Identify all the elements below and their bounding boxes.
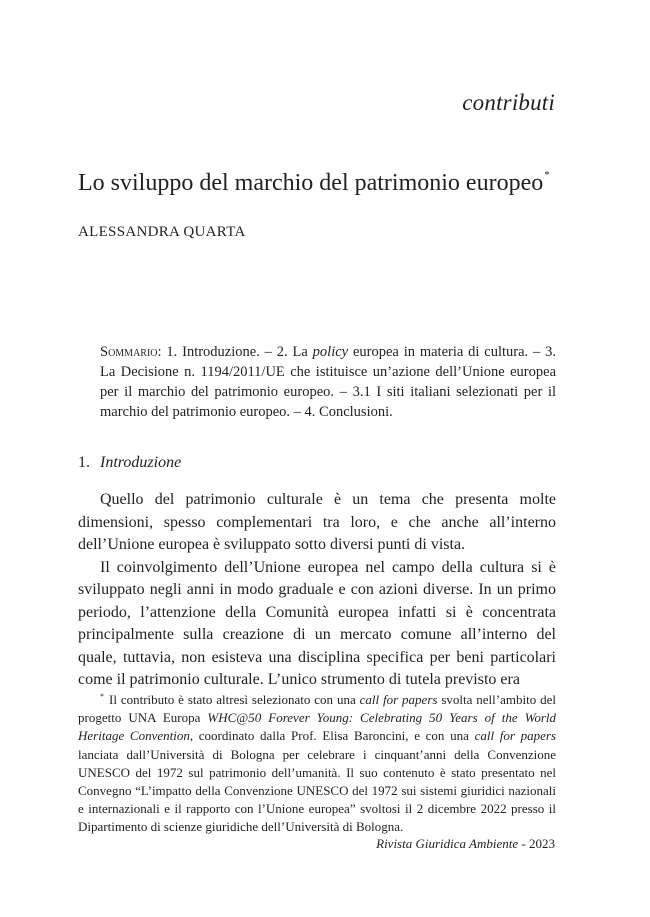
journal-name: Rivista Giuridica Ambiente [376, 836, 519, 851]
footnote-text-1: Il contributo è stato altresì selezionato con una [109, 692, 360, 707]
section-heading [78, 454, 181, 472]
footnote-emphasis-3: call for papers [474, 728, 557, 744]
article-author: ALESSANDRA QUARTA [78, 224, 246, 240]
section-title: Introduzione [100, 454, 182, 471]
section-label: contributi [462, 90, 555, 115]
running-footer [376, 836, 555, 852]
summary-label: Sommario: [100, 344, 162, 360]
footnote-emphasis-1: call for papers [359, 692, 438, 707]
summary-text-1: 1. Introduzione. – 2. La [161, 344, 313, 360]
footnote-text-4: lanciata dall’Università di Bologna per celebrare i cinquant’anni della Convenzione UNESCO del 1972 sul patrimonio dell’umanità. Il suo contenuto è stato presentato nel Convegno “L’impatto della Convenzione UNESCO del 1972 sui sistemi giuridici nazionali e internazionali e il rapporto con l’Unione europea” svoltosi il 2 dicembre 2022 presso il Dipartimento di scienze giuridiche dell’Università di Bologna. [78, 746, 556, 835]
footnote-marker: * [100, 692, 104, 701]
article-title [78, 169, 550, 197]
summary-emphasis: policy [312, 344, 349, 360]
footer-separator: - [518, 836, 529, 851]
footnote-paragraph [78, 688, 556, 837]
publication-year: 2023 [529, 836, 555, 851]
footnote [78, 688, 556, 837]
section-number: 1. [78, 454, 90, 471]
footnote-emphasis-2: WHC@50 Forever Young: Celebrating 50 Years of the World Heritage Convention [78, 710, 557, 744]
article-title-text: Lo sviluppo del marchio del patrimonio europeo [78, 170, 544, 196]
footnote-text-2: svolta nell’ambito del progetto UNA Europa [78, 692, 556, 726]
summary-block [100, 342, 556, 422]
footnote-text-3: , coordinato dalla Prof. Elisa Baroncini, e con una [189, 728, 475, 744]
summary-text-2: europea in materia di cultura. – 3. La Decisione n. 1194/2011/UE che istituisce un’azione dell’Unione europea per il marchio del patrimonio europeo. – 3.1 I siti italiani selezionati per il marchio del patrimonio europeo. – 4. Conclusioni. [100, 344, 556, 420]
title-footnote-marker: * [544, 169, 550, 181]
body-text [78, 489, 556, 692]
paragraph-1: Quello del patrimonio culturale è un tema che presenta molte dimensioni, spesso complementari tra loro, e che anche all’interno dell’Unione europea è sviluppato sotto diversi punti di vista. [78, 491, 556, 553]
paragraph-2: Il coinvolgimento dell’Unione europea nel campo della cultura si è sviluppato negli anni in modo graduale e con azioni diverse. In un primo periodo, l’attenzione della Comunità europea infatti si è concentrata principalmente sulla creazione di un mercato comune all’interno del quale, tuttavia, non esisteva una disciplina specifica per beni particolari come il patrimonio culturale. L’unico strumento di tutela previsto era [78, 558, 556, 688]
